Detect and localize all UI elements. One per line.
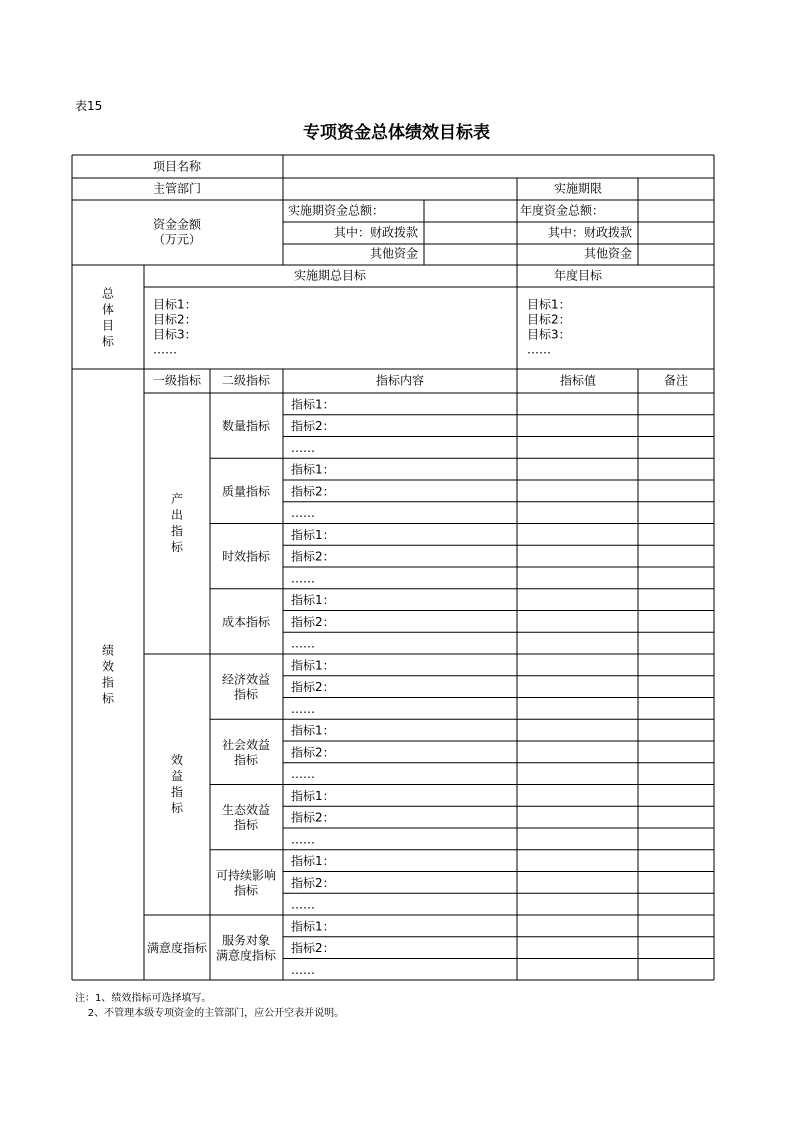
performance-indicators-label: 绩 [101,643,115,658]
indicator-item: 指标2： [291,484,335,499]
indicator-item: 指标1： [291,462,335,477]
indicator-item: 指标1： [291,527,335,542]
indicator-item: …… [291,506,315,521]
level1-label: 产 [170,492,184,506]
content-header: 指标内容 [375,373,425,388]
overall-goals-label: 标 [101,334,115,349]
period-goal-line: …… [153,342,177,357]
annual-goal-line: 目标3： [527,327,571,342]
level2-label: 成本指标 [221,614,271,629]
overall-goals-label: 目 [101,318,115,333]
overall-goals-label: 体 [101,302,115,317]
amount-unit-label: （万元） [152,232,202,247]
remark-header: 备注 [663,373,689,388]
level1-label: 满意度指标 [146,941,208,956]
indicator-item: 指标2： [291,419,335,434]
level1-label: 益 [170,769,184,783]
level2-header: 二级指标 [221,373,271,388]
annual-goal-line: 目标2： [527,312,571,327]
indicator-item: 指标2： [291,745,335,760]
level1-label: 效 [170,753,184,767]
value-header: 指标值 [559,373,597,388]
level1-label: 指 [170,785,184,799]
indicator-item: …… [291,897,315,912]
indicator-item: 指标1： [291,723,335,738]
level2-label: 指标 [233,687,259,702]
level1-label: 指 [170,524,184,538]
performance-indicators-label: 效 [101,659,115,674]
amount-label: 资金金额 [152,217,202,232]
overall-goals-label: 总 [101,286,115,301]
level2-label: 经济效益 [221,672,271,687]
indicator-item: …… [291,701,315,716]
footnote-1: 注：1、绩效指标可选择填写。 [75,993,212,1004]
annual-goal-line: 目标1： [527,297,571,312]
annual-goal-header: 年度目标 [553,268,603,283]
page-title: 专项资金总体绩效目标表 [303,123,490,143]
indicator-item: …… [291,962,315,977]
indicator-item: 指标2： [291,614,335,629]
indicator-item: 指标2： [291,549,335,564]
indicator-item: …… [291,767,315,782]
indicator-item: …… [291,636,315,651]
total-period-funds-label: 实施期资金总额： [288,203,385,218]
level2-label: 满意度指标 [215,948,277,963]
annual-goal-line: …… [527,342,551,357]
level2-label: 指标 [233,752,259,767]
indicator-item: 指标1： [291,788,335,803]
other-funds-label-annual: 其他资金 [583,246,632,261]
level1-label: 标 [170,540,184,554]
indicator-item: 指标2： [291,875,335,890]
among-fiscal-label-annual: 其中：财政拨款 [547,225,632,240]
level1-label: 标 [170,801,184,815]
footnote-2: 2、不管理本级专项资金的主管部门，应公开空表并说明。 [75,1008,345,1019]
level2-label: 数量指标 [221,419,271,434]
table-label: 表15 [75,99,103,113]
footnotes [75,991,344,1021]
form-labels [102,160,688,977]
indicator-item: 指标1： [291,854,335,869]
period-goal-line: 目标3： [153,327,197,342]
level2-label: 生态效益 [221,803,271,818]
indicator-item: …… [291,832,315,847]
level2-label: 社会效益 [221,737,271,752]
level2-label: 质量指标 [221,484,271,499]
form-grid-lines [72,155,714,980]
indicator-item: 指标1： [291,919,335,934]
indicator-item: …… [291,440,315,455]
annual-funds-label: 年度资金总额： [520,203,605,218]
indicator-item: 指标1： [291,658,335,673]
indicator-item: 指标2： [291,680,335,695]
period-goal-line: 目标1： [153,297,197,312]
performance-indicators-label: 指 [101,675,115,690]
level2-label: 指标 [233,818,259,833]
level2-label: 服务对象 [221,933,271,948]
indicator-item: 指标1： [291,397,335,412]
level1-header: 一级指标 [152,373,202,388]
among-fiscal-label: 其中：财政拨款 [333,225,418,240]
period-label: 实施期限 [553,181,603,196]
other-funds-label: 其他资金 [369,246,418,261]
department-label: 主管部门 [152,181,202,196]
level2-label: 指标 [233,883,259,898]
period-goal-header: 实施期总目标 [293,268,367,283]
indicator-item: …… [291,571,315,586]
level1-label: 出 [170,508,184,522]
period-goal-line: 目标2： [153,312,197,327]
project-name-label: 项目名称 [152,159,202,174]
level2-label: 可持续影响 [215,868,277,883]
indicator-item: 指标2： [291,810,335,825]
level2-label: 时效指标 [221,549,271,564]
performance-indicators-label: 标 [101,691,115,706]
indicator-item: 指标1： [291,593,335,608]
indicator-item: 指标2： [291,941,335,956]
